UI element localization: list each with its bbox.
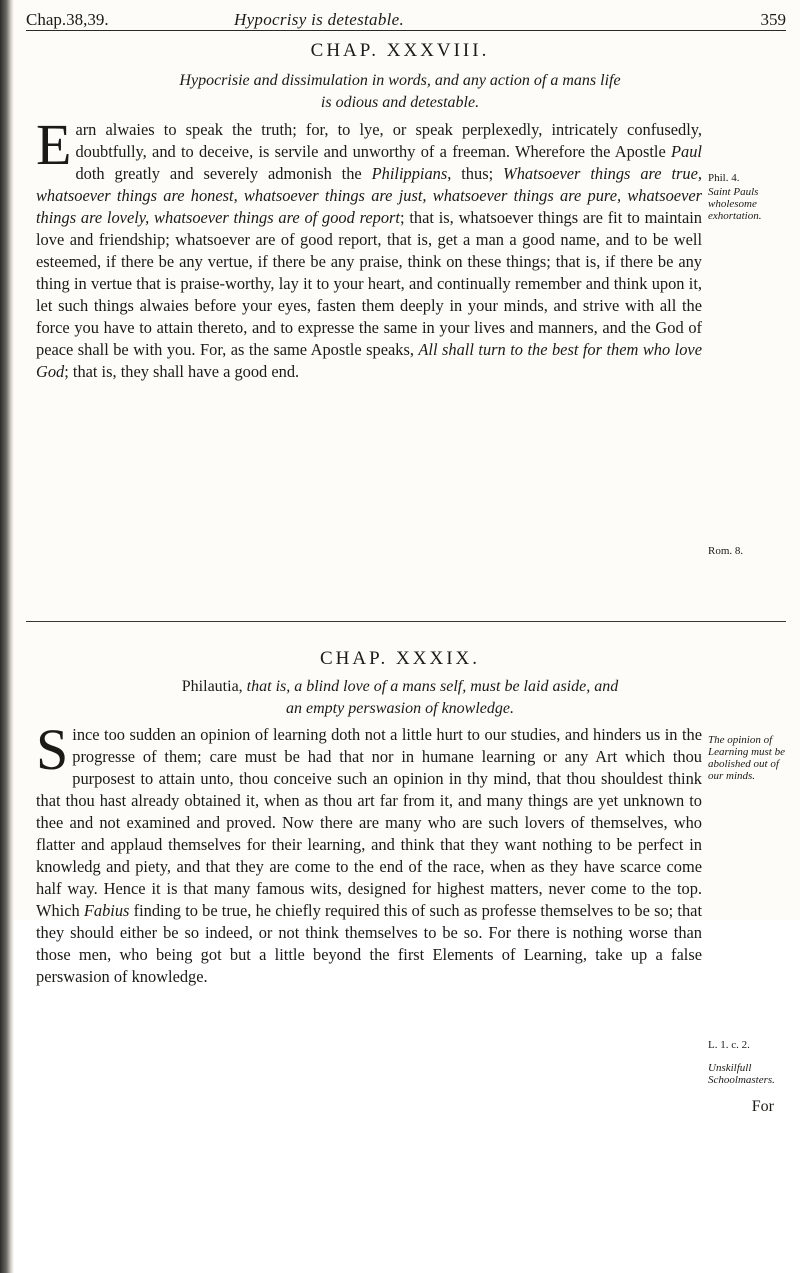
margin-ref-phil: Phil. 4. <box>708 172 740 184</box>
chapter-38-body-mid-1: doth greatly and severely admonish the <box>75 164 372 183</box>
chapter-38-summary <box>60 70 740 114</box>
chapter-39-heading: CHAP. XXXIX. <box>319 648 481 669</box>
chapter-39-summary-rest: that is, a blind love of a mans self, must be laid aside, and <box>242 678 619 695</box>
term-philautia: Philautia, <box>181 678 243 695</box>
scripture-quote-philippians: Whatsoever things are true, whatsoever things are honest, whatsoever things are just, whatsoever things are pure, whatsoever things are lovely, whatsoever things are of good report <box>36 164 702 227</box>
margin-note-unskilfull-schoolmasters: Unskilfull Schoolmasters. <box>708 1062 775 1086</box>
margin-ref-l1-c2: L. 1. c. 2. <box>708 1039 750 1051</box>
chapter-divider-rule <box>26 621 786 622</box>
chapter-38-body <box>36 112 703 383</box>
chapter-38-body-mid-2: , thus; <box>447 164 504 183</box>
page-number: 359 <box>760 10 786 29</box>
margin-note-saint-paul: Saint Pauls wholesome exhortation. <box>708 186 762 222</box>
chapter-38-body-start: Earn alwaies to speak the truth; for, to lye, or speak perplexedly, intricately confusedly, doubtfully, and to deceive, is servile and unworthy of a freeman. Wherefore the Apostle <box>36 112 702 177</box>
name-fabius: Fabius <box>83 901 130 920</box>
scripture-quote-romans: All shall turn to the best for them who love God <box>36 340 702 381</box>
running-head-title: Hypocrisy is detestable. <box>234 10 405 29</box>
chapter-38-summary-line-1: Hypocrisie and dissimulation in words, and any action of a mans life <box>179 72 621 89</box>
chapter-39-body-end: finding to be true, he chiefly required this of such as professe themselves to be so; that they should either be so indeed, or not think themselves to be so. For there is nothing worse than those men, who being got but a little beyond the first Elements of Learning, take up a false perswasion of knowledge. <box>36 901 702 986</box>
margin-ref-rom: Rom. 8. <box>708 545 744 557</box>
binding-gutter <box>0 0 14 1273</box>
chapter-39-summary <box>60 676 740 720</box>
running-head-chapter: Chap.38,39. <box>26 10 109 29</box>
chapter-39-body-start: Since too sudden an opinion of learning doth not a little hurt to our studies, and hinders us in the progresse of them; care must be had that nor in humane learning or any Art which thou purposest to attain unto, thou conceive such an opinion in thy mind, that thou shouldest think that thou hast already obtained it, when as thou art far from it, and many things are yet unknown to thee and not examined and proved. Now there are many who are such lovers of themselves, who flatter and applaud themselves for their learning, and think that they want nothing to be perfect in knowledg and piety, and that they are come to the end of the race, when as they have scarce come half way. Hence it is that many famous wits, designed for highest matters, never come to the top. Which <box>36 717 702 920</box>
catchword: For <box>751 1098 774 1115</box>
chapter-38-heading: CHAP. XXXVIII. <box>310 40 490 61</box>
chapter-38-body-mid-3: ; that is, whatsoever things are fit to maintain love and friendship; whatsoever are of good report, that is, get a man a good name, and to be well esteemed, if there be any vertue, if there be any praise, think on these things; that is, if there be any thing in vertue that is praise-worthy, lay it to your heart, and continually remember and think upon it, let such things alwaies before your eyes, fasten them deeply in your minds, and strive with all the force you have to attain thereto, and to expresse the same in your lives and manners, and the God of peace shall be with you. For, as the same Apostle speaks, <box>36 208 703 359</box>
running-head <box>26 4 786 32</box>
chapter-38-summary-line-2: is odious and detestable. <box>320 94 480 111</box>
chapter-39-summary-line-1 <box>60 676 740 698</box>
header-rule <box>26 30 786 31</box>
chapter-38-body-end: ; that is, they shall have a good end. <box>64 362 300 381</box>
margin-note-opinion-of-learning: The opinion of Learning must be abolished out of our minds. <box>708 734 785 782</box>
chapter-39-summary-line-2: an empty perswasion of knowledge. <box>286 700 514 717</box>
name-philippians: Philippians <box>371 164 448 183</box>
name-paul: Paul <box>671 142 702 161</box>
chapter-39-body <box>36 717 702 988</box>
